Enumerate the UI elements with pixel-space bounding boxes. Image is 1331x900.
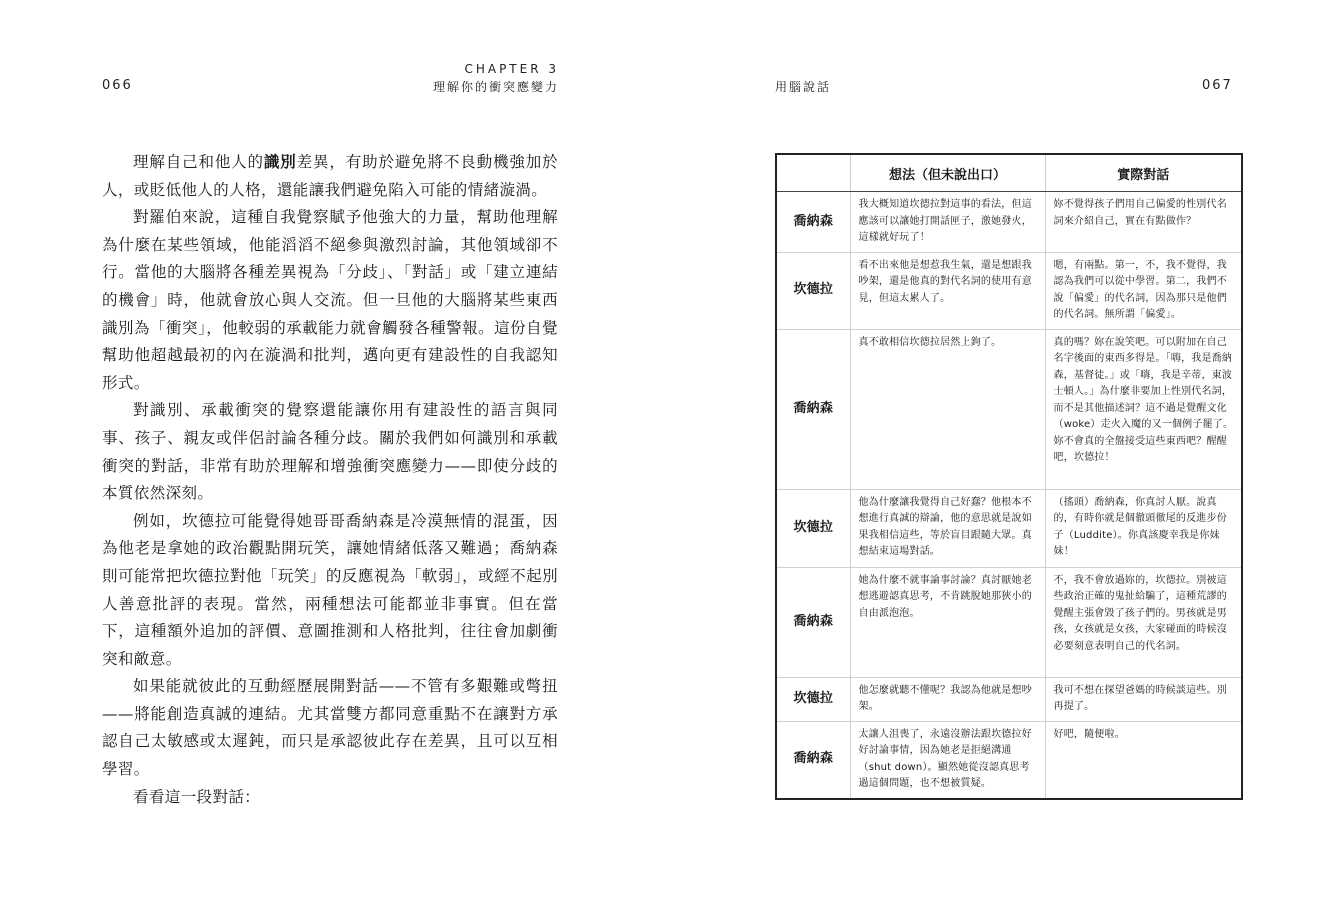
- said-cell: 嗯，有兩點。第一，不，我不覺得，我認為我們可以從中學習。第二，我們不說「偏愛」的代名詞，因為那只是他們的代名詞。無所謂「偏愛」。: [1045, 252, 1242, 329]
- paragraph: 如果能就彼此的互動經歷展開對話——不管有多艱難或彆扭——將能創造真誠的連結。尤其當雙方都同意重點不在讓對方承認自己太敏感或太遲鈍，而只是承認彼此存在差異，且可以互相學習。: [102, 677, 558, 779]
- table-row: [776, 192, 1242, 253]
- thought-cell: 看不出來他是想惹我生氣，還是想跟我吵架，還是他真的對代名詞的使用有意見，但這太累人了。: [850, 252, 1045, 329]
- paragraph: 看看這一段對話：: [133, 787, 261, 806]
- header-thought: 想法（但未說出口）: [850, 154, 1045, 192]
- paragraph: [102, 148, 558, 204]
- chapter-title: 理解你的衝突應變力: [432, 80, 559, 94]
- header-said: 實際對話: [1045, 154, 1242, 192]
- paragraph-text: 理解自己和他人的: [133, 153, 264, 171]
- chapter-label: CHAPTER 3: [464, 62, 559, 76]
- thought-cell: 我大概知道坎德拉對這事的看法，但這應該可以讓她打開話匣子，激她發火，這樣就好玩了！: [850, 192, 1045, 253]
- speaker-cell: 喬納森: [776, 329, 850, 489]
- thought-cell: 他怎麼就聽不懂呢？我認為他就是想吵架。: [850, 677, 1045, 721]
- table-header-row: [776, 154, 1242, 192]
- table-row: [776, 329, 1242, 489]
- thought-cell: 真不敢相信坎德拉居然上鉤了。: [850, 329, 1045, 489]
- thought-cell: 太讓人沮喪了，永遠沒辦法跟坎德拉好好討論事情，因為她老是拒絕溝通（shut down）。顯然她從沒認真思考過這個問題，也不想被質疑。: [850, 721, 1045, 799]
- said-cell: 不，我不會放過妳的，坎德拉。別被這些政治正確的鬼扯給騙了，這種荒謬的覺醒主張會毀了孩子們的。男孩就是男孩，女孩就是女孩，大家碰面的時候沒必要刻意表明自己的代名詞。: [1045, 567, 1242, 677]
- bold-term: 識別: [263, 152, 297, 171]
- speaker-cell: 坎德拉: [776, 489, 850, 567]
- speaker-cell: 喬納森: [793, 213, 834, 229]
- dialogue-table: [775, 153, 1243, 800]
- running-title: 用腦說話: [775, 80, 832, 94]
- said-cell: 我可不想在探望爸媽的時候談這些。別再提了。: [1045, 677, 1242, 721]
- table-row: [776, 489, 1242, 567]
- thought-cell: 他為什麼讓我覺得自己好蠢？他根本不想進行真誠的辯論，他的意思就是說如果我相信這些，等於盲目跟隨大眾。真想結束這場對話。: [850, 489, 1045, 567]
- thought-cell: 她為什麼不就事論事討論？真討厭她老想逃避認真思考，不肯跳脫她那狹小的自由派泡泡。: [850, 567, 1045, 677]
- right-page-number: 067: [1202, 78, 1233, 93]
- header-speaker: [776, 154, 850, 192]
- speaker-cell: 坎德拉: [776, 677, 850, 721]
- said-cell: 好吧，隨便啦。: [1045, 721, 1242, 799]
- table-row: [776, 677, 1242, 721]
- speaker-cell: 坎德拉: [776, 252, 850, 329]
- said-cell: 真的嗎？妳在說笑吧。可以附加在自己名字後面的東西多得是。「嗨，我是喬納森，基督徒。」或「嗨，我是辛蒂，東波士頓人。」為什麼非要加上性別代名詞，而不是其他描述詞？這不過是覺醒文化（woke）走火入魔的又一個例子罷了。妳不會真的全盤接受這些東西吧？醒醒吧，坎德拉！: [1045, 329, 1242, 489]
- speaker-cell: 喬納森: [776, 721, 850, 799]
- table-row: [776, 252, 1242, 329]
- paragraph-text: 差異，有助於避免將不良動機強加於人，或貶低他人的人格，還能讓我們避免陷入可能的情緒漩渦。: [102, 153, 558, 199]
- table-row: [776, 721, 1242, 799]
- paragraph: 對識別、承載衝突的覺察還能讓你用有建設性的語言與同事、孩子、親友或伴侶討論各種分歧。關於我們如何識別和承載衝突的對話，非常有助於理解和增強衝突應變力——即使分歧的本質依然深刻。: [102, 401, 558, 503]
- said-cell: 妳不覺得孩子們用自己偏愛的性別代名詞來介紹自己，實在有點做作？: [1045, 192, 1242, 253]
- body-text: [102, 148, 558, 811]
- paragraph: 對羅伯來說，這種自我覺察賦予他強大的力量，幫助他理解為什麼在某些領域，他能滔滔不絕參與激烈討論，其他領域卻不行。當他的大腦將各種差異視為「分歧」、「對話」或「建立連結的機會」時，他就會放心與人交流。但一旦他的大腦將某些東西識別為「衝突」，他較弱的承載能力就會觸發各種警報。這份自覺幫助他超越最初的內在漩渦和批判，邁向更有建設性的自我認知形式。: [102, 208, 558, 392]
- left-page-number: 066: [102, 78, 133, 93]
- said-cell: （搖頭）喬納森，你真討人厭。說真的，有時你就是個徹頭徹尾的反進步份子（Luddite）。你真該慶幸我是你妹妹！: [1045, 489, 1242, 567]
- paragraph: 例如，坎德拉可能覺得她哥哥喬納森是冷漠無情的混蛋，因為他老是拿她的政治觀點開玩笑，讓她情緒低落又難過；喬納森則可能常把坎德拉對他「玩笑」的反應視為「軟弱」，或經不起別人善意批評的表現。當然，兩種想法可能都並非事實。但在當下，這種額外追加的評價、意圖推測和人格批判，往往會加劇衝突和敵意。: [102, 511, 558, 668]
- table-row: [776, 567, 1242, 677]
- speaker-cell: 喬納森: [776, 567, 850, 677]
